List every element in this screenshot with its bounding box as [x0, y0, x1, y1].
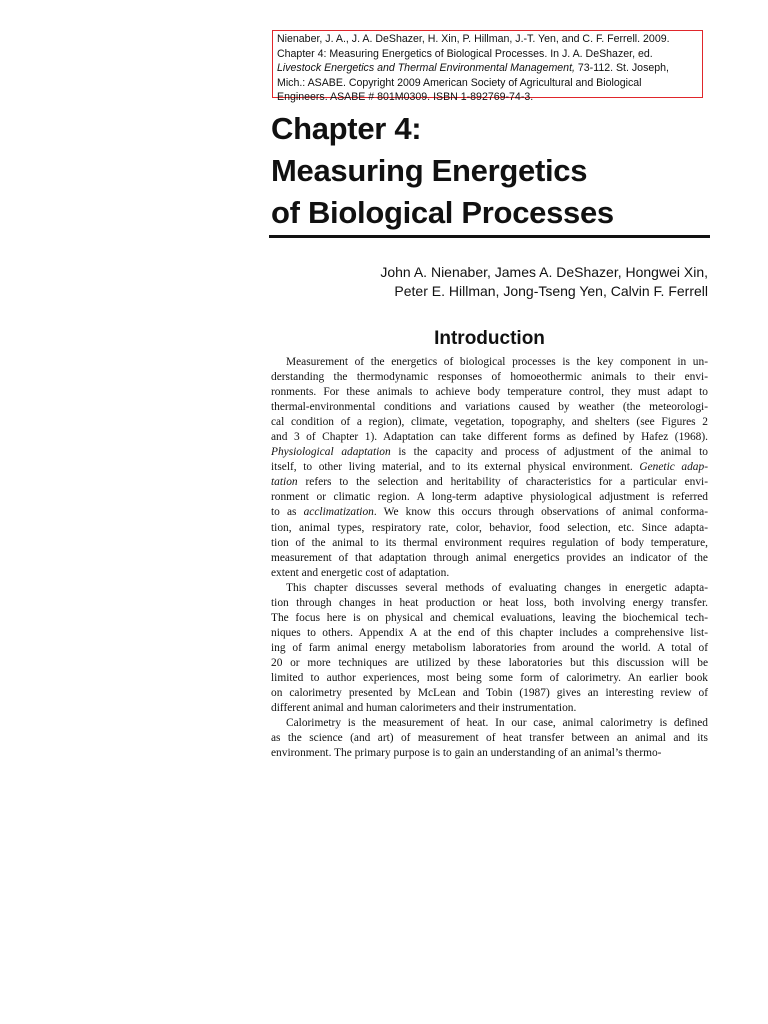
author-line: Peter E. Hillman, Jong-Tseng Yen, Calvin F. Ferrell	[394, 283, 708, 299]
text-line: The focus here is on physical and chemical evaluations, leaving the biochemical tech-	[271, 611, 708, 624]
text-line: extent and energetic cost of adaptation.	[271, 566, 450, 579]
chapter-title	[271, 108, 711, 234]
author-list	[288, 263, 708, 301]
citation-line: Engineers. ASABE # 801M0309. ISBN 1-892769-74-3.	[277, 91, 534, 104]
text-line	[271, 505, 708, 520]
chapter-title-line: Measuring Energetics	[271, 153, 588, 188]
text-line: on calorimetry presented by McLean and Tobin (1987) gives an interesting review of	[271, 687, 708, 700]
text-line: Calorimetry is the measurement of heat. In our case, animal calorimetry is defined	[286, 717, 708, 730]
italic-term: tation	[271, 476, 298, 489]
citation-book-title: Livestock Energetics and Thermal Environmental Management,	[277, 62, 575, 75]
text-line: tion of the animal to its thermal environment requires regulation of body temperature,	[271, 536, 708, 549]
text-line: tion, animal types, respiratory rate, color, behavior, food selection, etc. Since adapta-	[271, 521, 708, 534]
italic-term: acclimatization	[303, 506, 374, 519]
citation-line: Chapter 4: Measuring Energetics of Biological Processes. In J. A. DeShazer, ed.	[277, 47, 653, 60]
text-line: niques to others. Appendix A at the end of this chapter includes a comprehensive list-	[271, 626, 708, 639]
text-line: This chapter discusses several methods of evaluating changes in energetic adapta-	[286, 581, 708, 594]
italic-term: Physiological adaptation	[271, 446, 391, 459]
paragraph-2	[271, 581, 708, 716]
text-segment: refers to the selection and heritability of characteristics for a particular envi-	[297, 476, 708, 489]
text-line: Measurement of the energetics of biological processes is the key component in un-	[286, 356, 708, 368]
text-line: environment. The primary purpose is to gain an understanding of an animal’s thermo-	[271, 747, 662, 760]
text-line	[271, 475, 708, 490]
chapter-title-line: of Biological Processes	[271, 195, 614, 230]
citation-box	[272, 30, 703, 104]
text-line: ing of farm animal energy metabolism laboratories from around the world. A total of	[271, 641, 708, 654]
chapter-title-line: Chapter 4:	[271, 111, 422, 146]
text-segment: . We know this occurs through observations of animal conforma-	[373, 506, 708, 519]
citation-line	[277, 61, 698, 76]
body-text	[271, 355, 708, 761]
section-heading: Introduction	[434, 328, 545, 349]
paragraph-1	[271, 355, 708, 581]
text-line: derstanding the thermodynamic responses of homoeothermic animals to their envi-	[271, 371, 708, 384]
text-line: limited to author experiences, most being some form of calorimetry. An earlier book	[271, 671, 708, 684]
author-line: John A. Nienaber, James A. DeShazer, Hongwei Xin,	[380, 264, 708, 280]
paragraph-3	[271, 716, 708, 761]
text-segment: is the capacity and process of adjustment of the animal to	[390, 446, 708, 459]
title-rule	[269, 235, 710, 238]
text-line: 20 or more techniques are utilized by these laboratories but this discussion will be	[271, 656, 708, 669]
text-line	[271, 445, 708, 460]
text-line: ronment or climatic region. A long-term adaptive physiological adjustment is referred	[271, 491, 708, 504]
text-segment: to as	[271, 506, 304, 519]
citation-line: Nienaber, J. A., J. A. DeShazer, H. Xin, P. Hillman, J.-T. Yen, and C. F. Ferrell. 2009.	[277, 33, 670, 45]
text-line: and 3 of Chapter 1). Adaptation can take different forms as defined by Hafez (1968).	[271, 431, 708, 444]
text-line: cal condition of a region), climate, vegetation, topography, and shelters (see Figures 2	[271, 416, 708, 429]
text-line: tion through changes in heat production or heat loss, both involving energy transfer.	[271, 596, 708, 609]
text-line: as the science (and art) of measurement of heat transfer between an animal and its	[271, 732, 708, 745]
text-line: measurement of that adaptation through animal energetics provides an indicator of the	[271, 551, 708, 564]
text-line: thermal-environmental conditions and variations caused by weather (the meteorologi-	[271, 401, 708, 414]
citation-line: Mich.: ASABE. Copyright 2009 American Society of Agricultural and Biological	[277, 76, 642, 89]
text-line	[271, 460, 708, 475]
text-segment: itself, to other living material, and to its external physical environment.	[271, 461, 640, 474]
text-line: ronments. For these animals to achieve body temperature control, they must adapt to	[271, 386, 708, 399]
italic-term: Genetic adap-	[639, 461, 708, 474]
text-line: different animal and human calorimeters and their instrumentation.	[271, 702, 577, 715]
citation-pages: 73-112. St. Joseph,	[574, 62, 669, 75]
